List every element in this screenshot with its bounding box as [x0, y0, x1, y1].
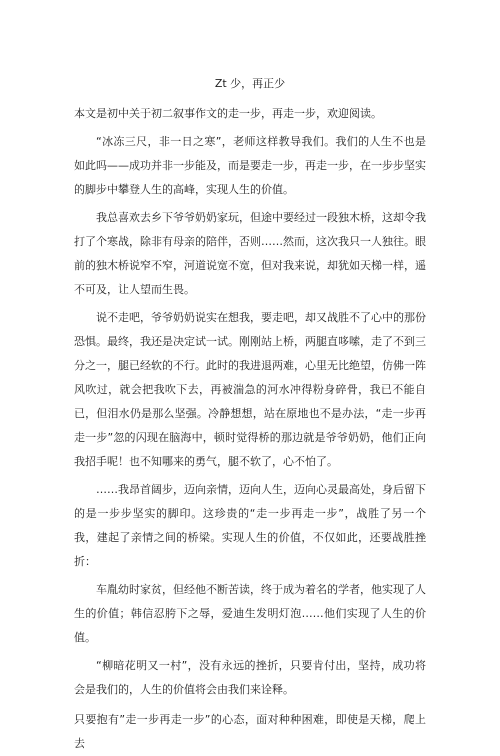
paragraph-3: 说不走吧，爷爷奶奶说实在想我，要走吧，却又战胜不了心中的那份恐惧。最终，我还是决定试一试。刚刚站上桥，两腿直哆嗦，走了不到三分之一，腿已经软的不行。此时的我进退两难，心里无比绝望，仿佛一阵风吹过，就会把我吹下去，再被湍急的河水冲得粉身碎骨，我已不能自已，但泪水仍是那么坚强。冷静想想，站在原地也不是办法，“走一步再走一步”忽的闪现在脑海中，顿时觉得桥的那边就是爷爷奶奶，他们正向我招手呢！也不知哪来的勇气，腿不软了，心不怕了。	[74, 311, 426, 468]
paragraph-5: 车胤幼时家贫，但经他不断苦读，终于成为着名的学者，他实现了人生的价值；韩信忍胯下之辱，爱迪生发明灯泡……他们实现了人生的价值。	[74, 583, 426, 644]
paragraph-intro: 本文是初中关于初二叙事作文的走一步，再走一步，欢迎阅读。	[74, 107, 382, 120]
paragraph-6: “柳暗花明又一村”，没有永远的挫折，只要肯付出，坚持，成功将会是我们的，人生的价值将会由我们来诠释。	[74, 659, 426, 696]
paragraph-2: 我总喜欢去乡下爷爷奶奶家玩，但途中要经过一段独木桥，这却令我打了个寒战，除非有母亲的陪伴，否则……然而，这次我只一人独往。眼前的独木桥说窄不窄，河道说宽不宽，但对我来说，却犹如天梯一样，遥不可及，让人望而生畏。	[74, 211, 426, 296]
paragraph-7: 只要抱有”走一步再走一步”的心态，面对种种困难，即使是天梯，爬上去	[74, 713, 426, 750]
paragraph-4: ……我昂首阔步，迈向亲情，迈向人生，迈向心灵最高处，身后留下的是一步步坚实的脚印。这珍贵的“走一步再走一步”，战胜了另一个我，建起了亲情之间的桥梁。实现人生的价值，不仅如此，还要战胜挫折：	[74, 483, 426, 568]
paragraph-1: “冰冻三尺，非一日之寒”，老师这样教导我们。我们的人生不也是如此吗——成功并非一步能及，而是要走一步，再走一步，在一步步坚实的脚步中攀登人生的高峰，实现人生的价值。	[74, 135, 426, 196]
document-title: Zt 少，再正少	[214, 77, 286, 90]
